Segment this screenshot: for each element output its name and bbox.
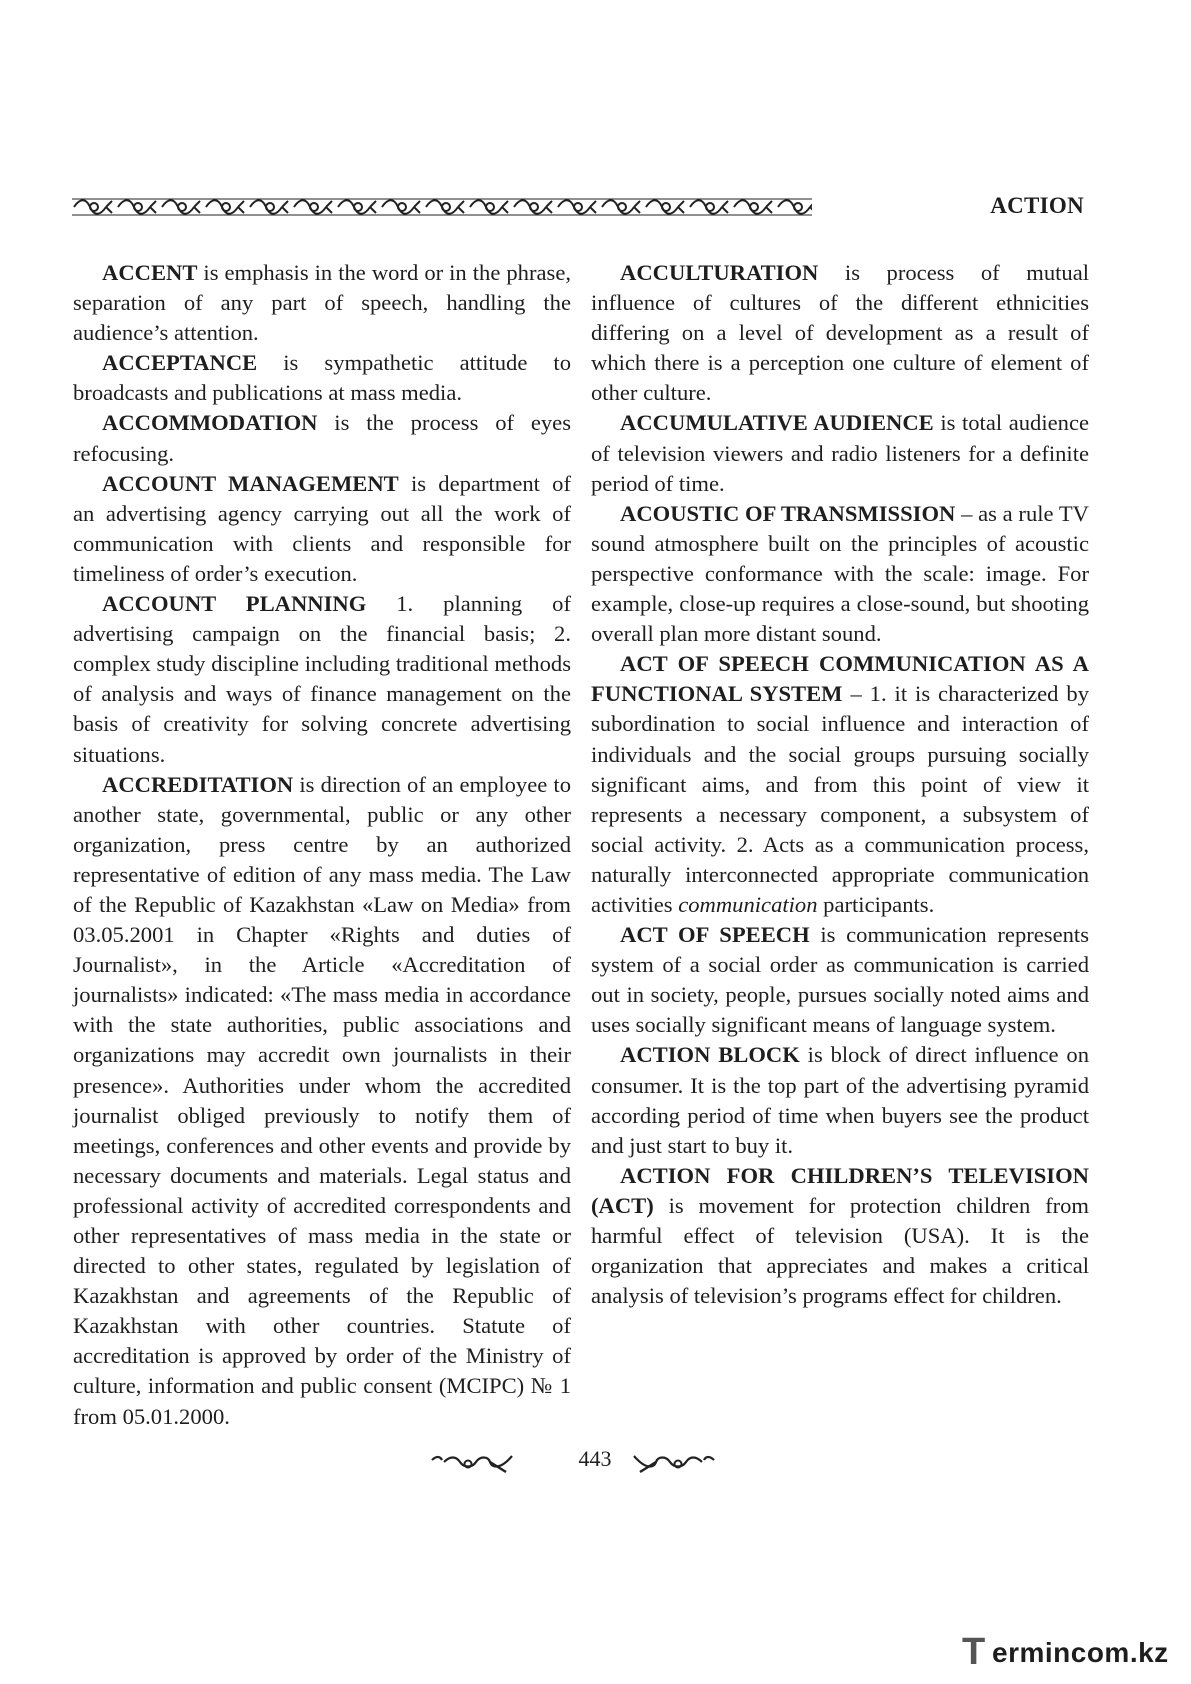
dictionary-entry — [73, 348, 571, 408]
dictionary-entry — [591, 920, 1089, 1040]
entry-definition: – 1. it is characterized by subordination to social influence and interaction of individuals and the social groups pursuing socially significant aims, and from this point of view it represents a necessary component, a subsystem of social activity. 2. Acts as a communication process, naturally interconnected appropriate communication activities — [591, 681, 1089, 917]
entry-definition: 1. planning of advertising campaign on the financial basis; 2. complex study discipline including traditional methods of analysis and ways of finance management on the basis of creativity for solving concrete advertising situations. — [73, 591, 571, 767]
entry-term: ACCENT — [102, 260, 198, 285]
entry-definition: is process of mutual influence of cultures of the different ethnicities differing on a level of development as a result of which there is a perception one culture of element of other culture. — [591, 260, 1089, 406]
entry-term: ACT OF SPEECH COMMUNICATION AS A FUNCTIONAL SYSTEM — [591, 651, 1089, 707]
entry-definition: is the process of eyes refocusing. — [73, 410, 571, 466]
entry-term: ACCOUNT MANAGEMENT — [102, 470, 399, 496]
entry-term: ACOUSTIC OF TRANSMISSION — [620, 500, 956, 526]
entry-definition: participants. — [817, 891, 935, 917]
entry-definition: – as a rule TV sound atmosphere built on the principles of acoustic perspective conformance with the scale: image. For example, close-up requires a close-sound, but shooting overall plan more distant sound. — [591, 500, 1089, 647]
dictionary-entry — [591, 649, 1089, 920]
entry-definition: is block of direct influence on consumer. It is the top part of the advertising pyramid according period of time when buyers see the product and just start to buy it. — [591, 1042, 1089, 1158]
dictionary-entry — [73, 258, 571, 348]
dictionary-entry — [591, 1161, 1089, 1311]
entry-definition: is communication represents system of a social order as communication is carried out in society, people, pursues socially noted aims and uses socially significant means of language system. — [591, 922, 1089, 1038]
entry-term: ACCOMMODATION — [102, 410, 318, 436]
entry-definition: is movement for protection children from harmful effect of television (USA). It is the organization that appreciates and makes a critical analysis of television’s programs effect for children. — [591, 1192, 1089, 1309]
entry-definition: is sympathetic attitude to broadcasts and publications at mass media. — [73, 350, 571, 406]
dictionary-entry — [73, 589, 571, 770]
dictionary-entry — [591, 499, 1089, 649]
entry-definition: is emphasis in the word or in the phrase, separation of any part of speech, handling the audience’s attention. — [73, 260, 571, 346]
left-column — [73, 258, 571, 1432]
entry-term: ACTION BLOCK — [620, 1042, 800, 1068]
entry-definition: is total audience of television viewers and radio listeners for a definite period of time. — [591, 410, 1089, 496]
page-header — [72, 188, 1084, 228]
watermark-logo-letter: T — [962, 1631, 986, 1673]
dictionary-entry — [73, 469, 571, 589]
dictionary-entry — [591, 258, 1089, 408]
right-fleuron-icon — [632, 1452, 716, 1474]
dictionary-entry — [73, 770, 571, 1432]
dictionary-entry — [591, 1040, 1089, 1160]
watermark-logo-text: ermincom.kz — [992, 1637, 1169, 1668]
dictionary-entry — [591, 408, 1089, 498]
running-head: ACTION — [990, 193, 1084, 218]
entry-definition-italic: communication — [678, 891, 818, 917]
entry-term: ACCULTURATION — [620, 260, 819, 285]
entry-term: ACTION FOR CHILDREN’S TELEVISION (ACT) — [591, 1162, 1089, 1218]
entry-term: ACCUMULATIVE AUDIENCE — [620, 410, 934, 436]
entry-term: ACT OF SPEECH — [620, 922, 810, 948]
right-column — [591, 258, 1089, 1311]
page-number: 443 — [578, 1446, 612, 1471]
left-fleuron-icon — [430, 1452, 514, 1474]
dictionary-entry — [73, 408, 571, 468]
entry-definition: is department of an advertising agency carrying out all the work of communication with clients and responsible for timeliness of order’s execution. — [73, 470, 571, 586]
entry-term: ACCEPTANCE — [102, 350, 258, 376]
ornament-band-icon — [72, 196, 812, 218]
entry-term: ACCREDITATION — [102, 771, 294, 797]
page-footer — [0, 1446, 1191, 1480]
entry-term: ACCOUNT PLANNING — [102, 591, 367, 617]
entry-definition: is direction of an employee to another state, governmental, public or any other organization, press centre by an authorized representative of edition of any mass media. The Law of the Republic of Kazakhstan «Law on Media» from 03.05.2001 in Chapter «Rights and duties of Journalist», in the Article «Accreditation of journalists» indicated: «The mass media in accordance with the state authorities, public associations and organizations may accredit own journalists in their presence». Authorities under whom the accredited journalist obliged previously to notify them of meetings, conferences and other events and provide by necessary documents and materials. Legal status and professional activity of accredited correspondents and other representatives of mass media in the state or directed to other states, regulated by legislation of Kazakhstan and agreements of the Republic of Kazakhstan with other countries. Statute of accreditation is approved by order of the Ministry of culture, information and public consent (MCIPC) № 1 from 05.01.2000. — [73, 771, 571, 1429]
terminkom-watermark-logo — [962, 1632, 1172, 1672]
